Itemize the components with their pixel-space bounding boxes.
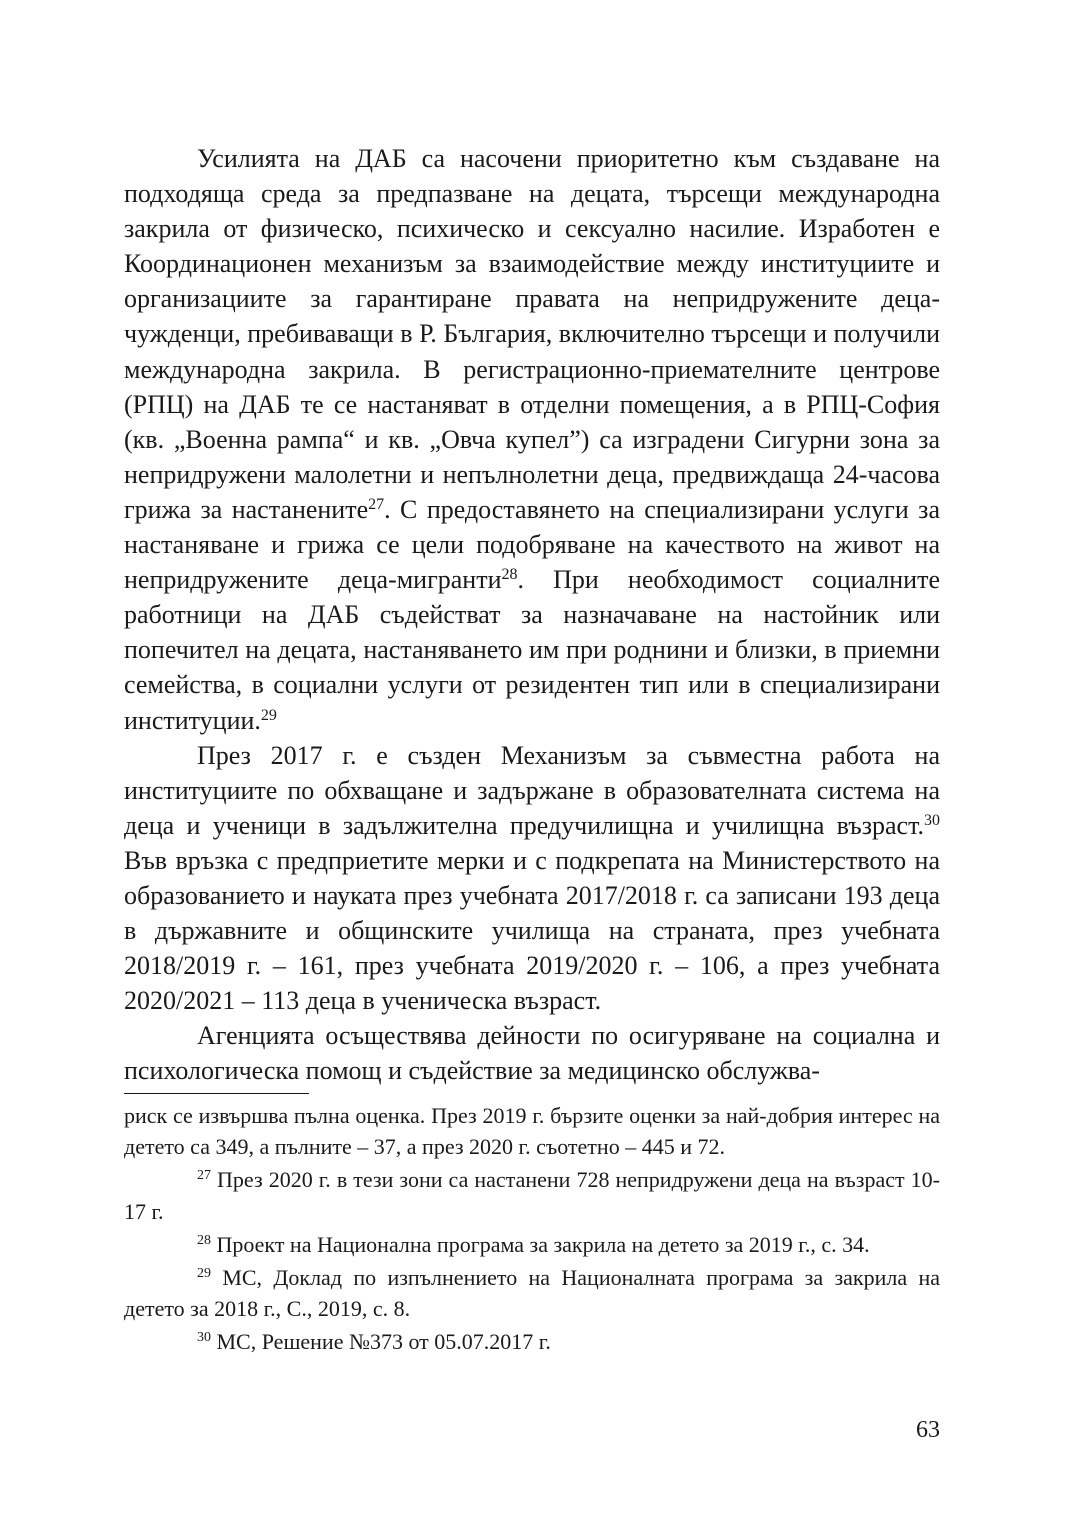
footnotes: [124, 1100, 940, 1358]
footnote-ref-29[interactable]: 29: [260, 706, 277, 724]
footnote-ref-30[interactable]: 30: [924, 811, 940, 829]
footnote-ref-28[interactable]: 28: [501, 566, 518, 584]
footnote-separator: [124, 1093, 309, 1094]
footnote-28: $^{28}$ Проект на Национална програма за закрила на детето за 2019 г., с. 34.: [197, 1231, 870, 1257]
footnote-ref-27[interactable]: 27: [368, 495, 385, 513]
footnote-30: $^{30}$ МС, Решение №373 от 05.07.2017 г.: [197, 1329, 551, 1355]
body-text: [124, 141, 940, 1089]
page-number: 63: [916, 1417, 940, 1443]
footnote-29: $^{29}$ МС, Доклад по изпълнението на Националната програма за закрила на детето за 2018 г., С., 2019, с. 8.: [124, 1265, 940, 1322]
footnote-27: $^{27}$ През 2020 г. в тези зони са настанени 728 непридружени деца на възраст 10-17 г.: [124, 1167, 940, 1224]
paragraph-1: Усилията на ДАБ са насочени приоритетно към създаване на подходяща среда за предпазване на децата, търсещи международна закрила от физическо, психическо и сексуално насилие. Изработен е Координационен механизъм за взаимодействие между институциите и организациите за гарантиране правата на непридружените деца-чужденци, пребиваващи в Р. България, включително търсещи и получили международна закрила. В регистрационно-приемателните центрове (РПЦ) на ДАБ те се настаняват в отделни помещения, а в РПЦ-София (кв. „Военна рампа“ и кв. „Овча купел”) са изградени Сигурни зона за непридружени малолетни и непълнолетни деца, предвиждаща 24-часова грижа за настанените$^{27}$. С предоставянето на специализирани услуги за настаняване и грижа се цели подобряване на качеството на живот на непридружените деца-мигранти$^{28}$. При необходимост социалните работници на ДАБ съдействат за назначаване на настойник или попечител на децата, настаняването им при роднини и близки, в приемни семейства, в социални услуги от резидентен тип или в специализирани институции.$^{29}$: [124, 144, 940, 735]
paragraph-2: През 2017 г. е създен Механизъм за съвместна работа на институциите по обхващане и задържане в образователната система на деца и ученици в задължителна предучилищна и училищна възраст.$^{30}$ Във връзка с предприетите мерки и с подкрепата на Министерството на образованието и науката през учебната 2017/2018 г. са записани 193 деца в държавните и общинските училища на страната, през учебната 2018/2019 г. – 161, през учебната 2019/2020 г. – 106, а през учебната 2020/2021 – 113 деца в ученическа възраст.: [124, 740, 940, 1016]
footnote-continuation: риск се извършва пълна оценка. През 2019 г. бързите оценки за най-добрия интерес на детето са 349, а пълните – 37, а през 2020 г. съотетно – 445 и 72.: [124, 1103, 940, 1160]
paragraph-3: Агенцията осъществява дейности по осигуряване на социална и психологическа помощ и съдействие за медицинско обслужва-: [124, 1021, 940, 1086]
main-text: [124, 141, 940, 1089]
